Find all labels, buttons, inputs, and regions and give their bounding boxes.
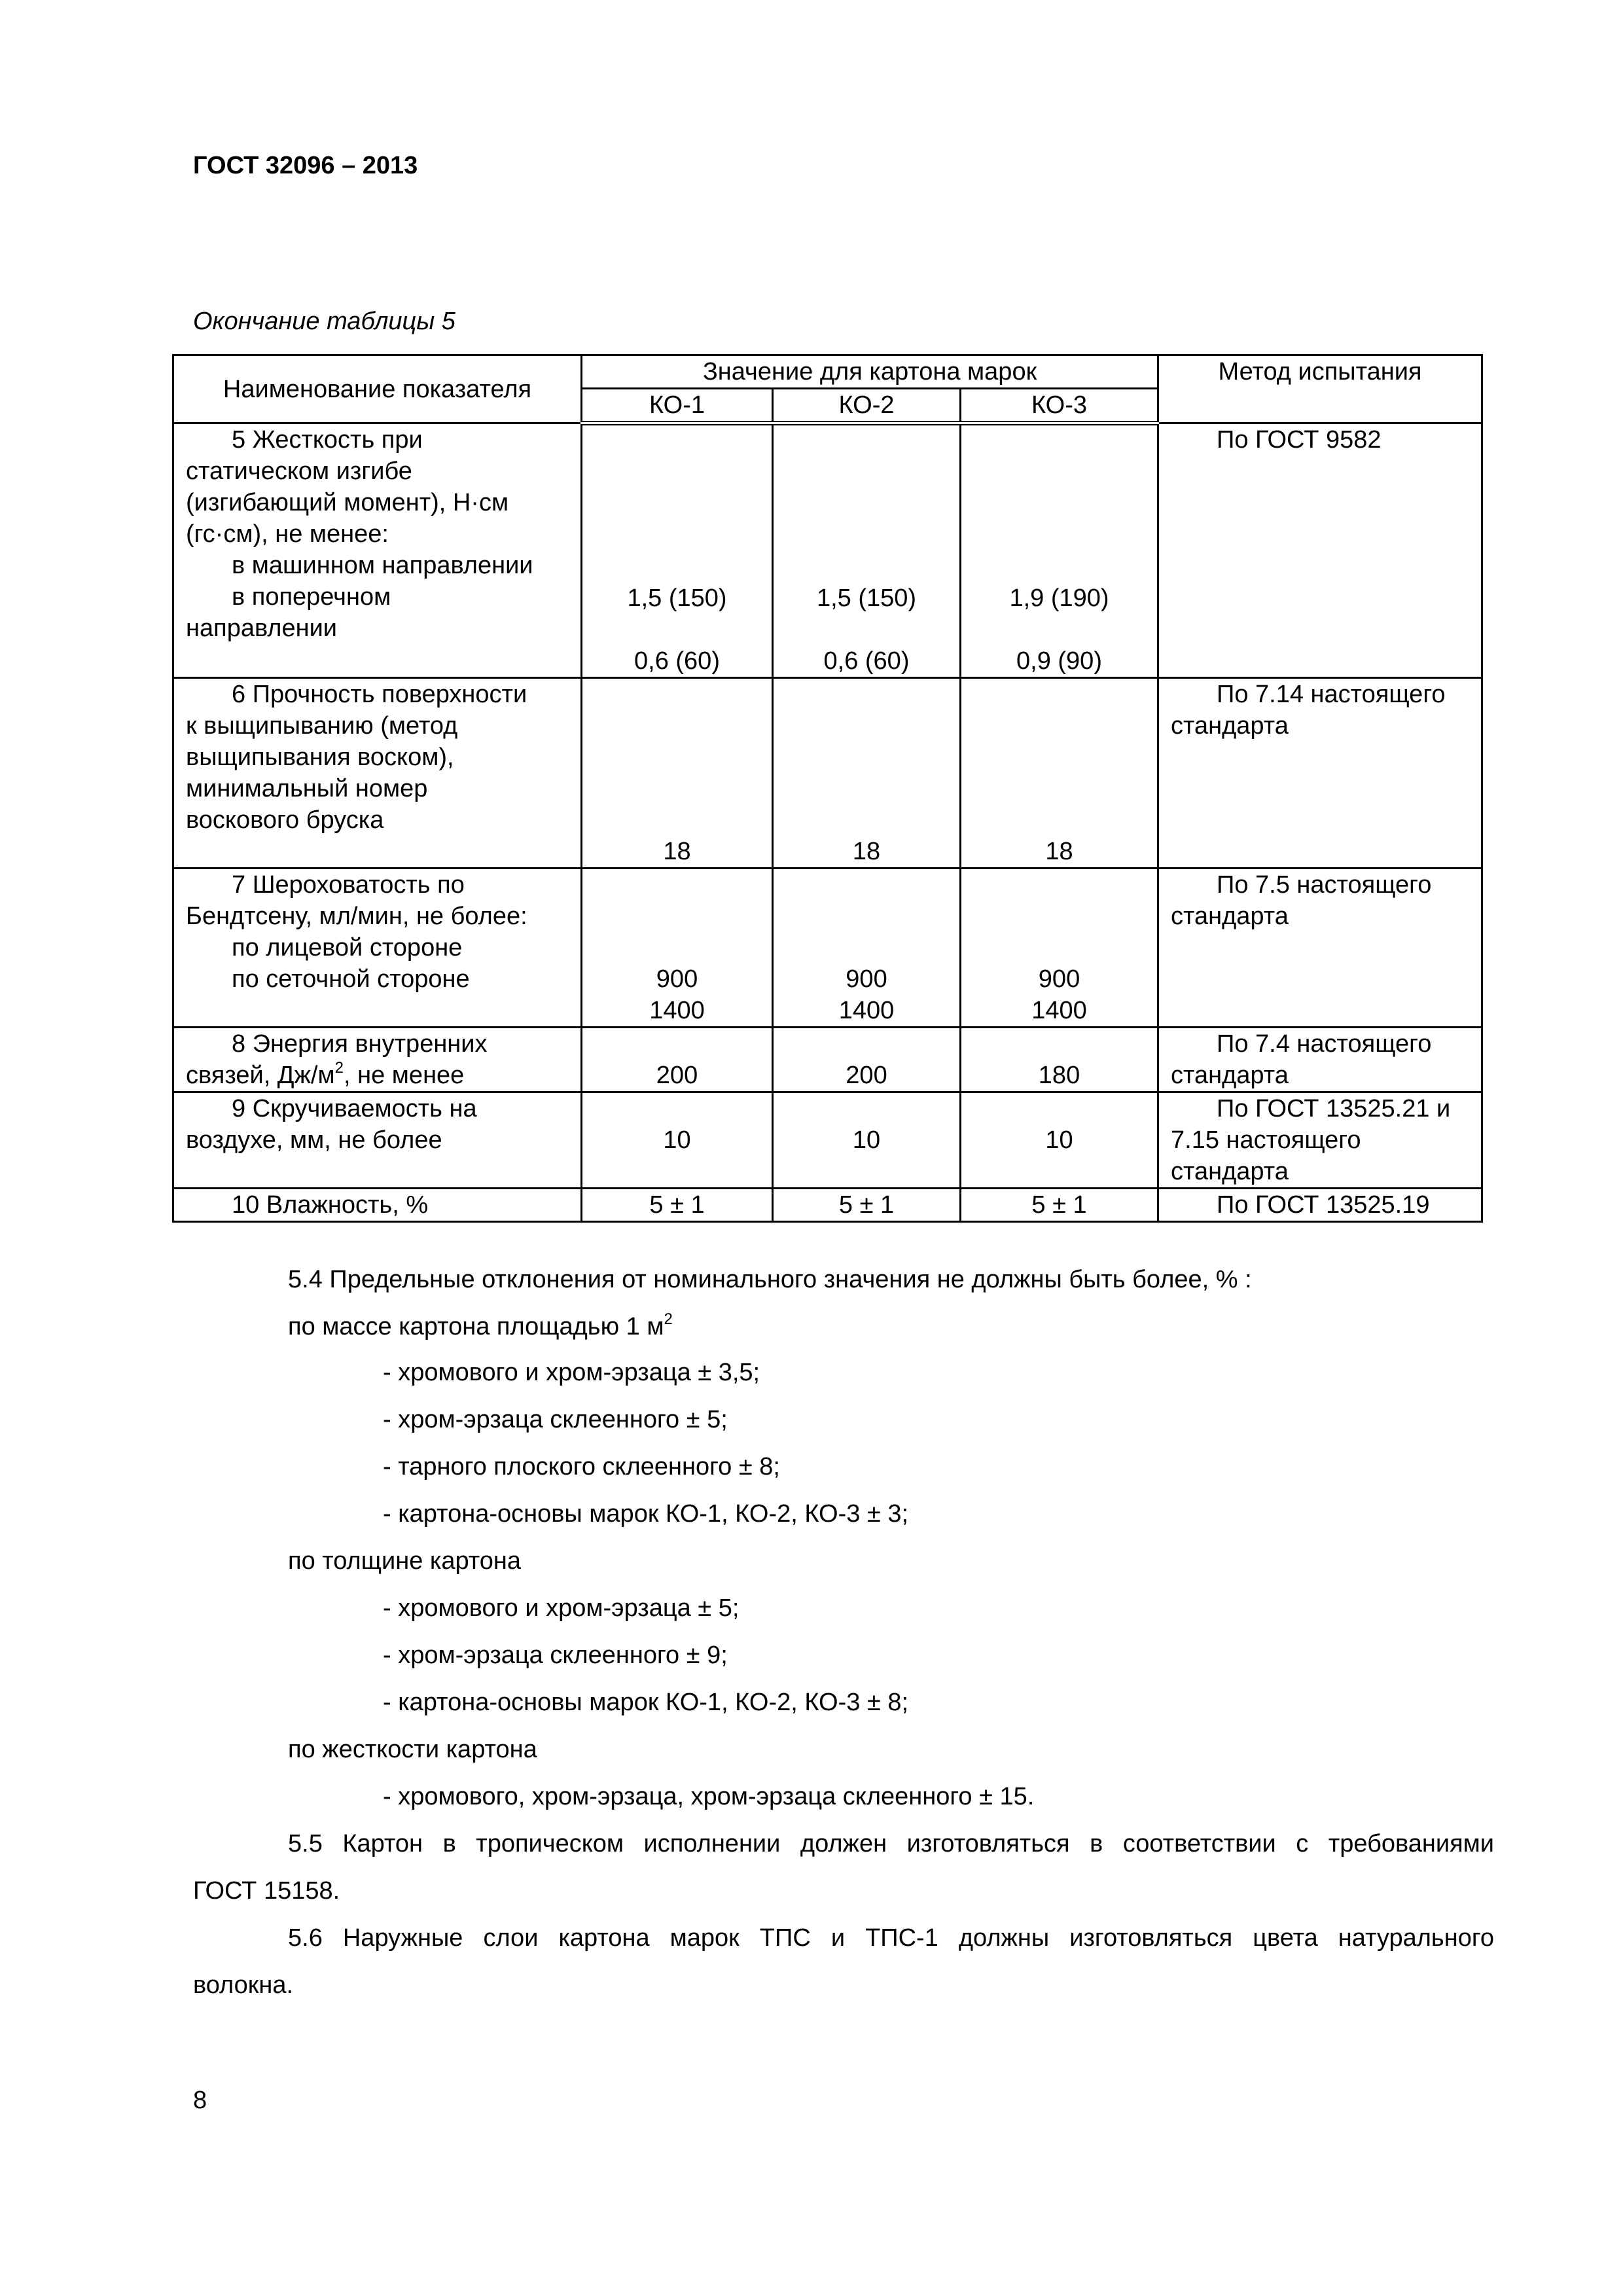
row-name-line: 9 Скручиваемость на: [232, 1095, 477, 1122]
table-row: [173, 1189, 1482, 1222]
row-name-line: (гс·см), не менее:: [186, 520, 389, 548]
table-caption: Окончание таблицы 5: [193, 308, 455, 335]
row-value: [961, 869, 1158, 1028]
row-name-line: [186, 1060, 569, 1091]
row-name-line: воздухе, мм, не более: [186, 1126, 442, 1154]
row-name-line: по сеточной стороне: [232, 965, 470, 993]
stiffness-title: по жесткости картона: [288, 1736, 537, 1763]
spacer: [785, 1093, 948, 1124]
row-name-line: в поперечном: [232, 583, 391, 611]
value-line: 10: [1045, 1126, 1073, 1154]
row-value: [961, 1028, 1158, 1092]
mass-title-text: по массе картона площадью 1 м: [288, 1313, 664, 1340]
method-line: По 7.5 настоящего: [1217, 871, 1432, 899]
value-line: 900: [1038, 965, 1080, 993]
spacer: [785, 614, 948, 645]
row-value: [773, 869, 961, 1028]
row-method: [1158, 869, 1482, 1028]
value-line: 18: [852, 838, 881, 865]
superscript: 2: [664, 1310, 673, 1329]
value-line: 1400: [649, 997, 705, 1024]
value-line: 1400: [838, 997, 895, 1024]
row-value: [773, 678, 961, 869]
spacer: [785, 425, 948, 583]
page-number: 8: [193, 2087, 207, 2114]
paragraph-5-4: 5.4 Предельные отклонения от номинального значения не должны быть более, % :: [288, 1266, 1252, 1293]
paragraph-5-6-line1: [288, 1922, 1494, 1954]
table-row: [173, 423, 1482, 678]
method-line: По 7.4 настоящего: [1217, 1030, 1432, 1058]
row-method: [1158, 1189, 1482, 1222]
spacer: [785, 679, 948, 836]
row-name: [173, 1189, 582, 1222]
spacer: [594, 1028, 760, 1060]
spacer: [973, 1093, 1145, 1124]
row-value: [961, 423, 1158, 678]
row-value: [961, 1092, 1158, 1189]
thickness-title: по толщине картона: [288, 1547, 522, 1575]
table-row: [173, 1092, 1482, 1189]
list-item: - картона-основы марок КО-1, КО-2, КО-3 ± 3;: [383, 1500, 909, 1528]
method-line: По ГОСТ 13525.21 и: [1217, 1095, 1451, 1122]
row-name: [173, 1092, 582, 1189]
row-name-line: минимальный номер: [186, 775, 428, 802]
spacer: [594, 1093, 760, 1124]
value-line: 0,6 (60): [634, 647, 720, 675]
row-name-text: , не менее: [344, 1062, 465, 1089]
row-method: [1158, 1092, 1482, 1189]
row-name-line: 6 Прочность поверхности: [232, 681, 527, 708]
paragraph-text: 5.6 Наружные слои картона марок ТПС и ТПС-1 должны изготовляться цвета натурального: [288, 1924, 1494, 1952]
method-line: По ГОСТ 13525.19: [1217, 1191, 1430, 1219]
value-line: 18: [663, 838, 691, 865]
value-line: 900: [846, 965, 887, 993]
row-name-text: связей, Дж/м: [186, 1062, 335, 1089]
document-code: ГОСТ 32096 – 2013: [193, 152, 418, 179]
row-value: [773, 423, 961, 678]
row-value: [582, 1092, 773, 1189]
row-name-line: статическом изгибе: [186, 457, 412, 485]
paragraph-5-5-line1: [288, 1828, 1494, 1859]
row-name-line: 7 Шероховатость по: [232, 871, 465, 899]
method-line: стандарта: [1171, 712, 1289, 740]
header-name: Наименование показателя: [173, 355, 582, 423]
row-value: [961, 1189, 1158, 1222]
row-name-line: (изгибающий момент), Н·см: [186, 489, 509, 516]
spacer: [785, 1028, 948, 1060]
row-value: [961, 678, 1158, 869]
paragraph-text: 5.5 Картон в тропическом исполнении должен изготовляться в соответствии с требованиями: [288, 1830, 1494, 1857]
row-name-line: к выщипыванию (метод: [186, 712, 458, 740]
paragraph-5-5-line2: ГОСТ 15158.: [193, 1877, 340, 1905]
row-method: [1158, 423, 1482, 678]
row-value: [582, 678, 773, 869]
spacer: [973, 679, 1145, 836]
spacer: [594, 614, 760, 645]
row-name: [173, 678, 582, 869]
list-item: - хромового и хром-эрзаца ± 3,5;: [383, 1359, 760, 1386]
row-name: [173, 423, 582, 678]
row-value: [582, 1028, 773, 1092]
method-line: По 7.14 настоящего: [1217, 681, 1446, 708]
row-name-line: воскового бруска: [186, 806, 384, 834]
row-value: [582, 869, 773, 1028]
row-value: [773, 1028, 961, 1092]
spacer: [973, 1028, 1145, 1060]
header-grade: КО-2: [773, 389, 961, 423]
value-line: 1,5 (150): [627, 584, 727, 612]
row-name-line: Бендтсену, мл/мин, не более:: [186, 903, 527, 930]
row-name: [173, 869, 582, 1028]
spacer: [785, 869, 948, 963]
value-line: 5 ± 1: [838, 1191, 895, 1219]
value-line: 10: [663, 1126, 691, 1154]
method-line: По ГОСТ 9582: [1217, 426, 1382, 454]
value-line: 18: [1045, 838, 1073, 865]
header-values-group: Значение для картона марок: [582, 355, 1158, 389]
value-line: 200: [846, 1062, 887, 1089]
header-grade: КО-1: [582, 389, 773, 423]
value-line: 0,6 (60): [823, 647, 910, 675]
value-line: 180: [1038, 1062, 1080, 1089]
spacer: [973, 869, 1145, 963]
row-value: [582, 1189, 773, 1222]
list-item: - хромового, хром-эрзаца, хром-эрзаца склеенного ± 15.: [383, 1783, 1035, 1810]
row-method: [1158, 1028, 1482, 1092]
value-line: 1400: [1031, 997, 1087, 1024]
row-name: [173, 1028, 582, 1092]
value-line: 1,5 (150): [816, 584, 917, 612]
row-name-line: 8 Энергия внутренних: [232, 1030, 488, 1058]
row-value: [773, 1189, 961, 1222]
row-name-line: выщипывания воском),: [186, 744, 454, 771]
row-name-line: 5 Жесткость при: [232, 426, 423, 454]
value-line: 10: [852, 1126, 881, 1154]
row-method: [1158, 678, 1482, 869]
spacer: [973, 614, 1145, 645]
method-line: стандарта: [1171, 1062, 1289, 1089]
header-grade: КО-3: [961, 389, 1158, 423]
method-line: стандарта: [1171, 903, 1289, 930]
specification-table: [172, 354, 1483, 1223]
value-line: 200: [656, 1062, 698, 1089]
superscript: 2: [334, 1059, 344, 1077]
row-name-line: в машинном направлении: [232, 552, 533, 579]
value-line: 5 ± 1: [1031, 1191, 1087, 1219]
table-row: [173, 678, 1482, 869]
row-value: [773, 1092, 961, 1189]
spacer: [594, 679, 760, 836]
list-item: - хромового и хром-эрзаца ± 5;: [383, 1594, 740, 1622]
spacer: [186, 995, 569, 1026]
method-line: 7.15 настоящего: [1171, 1126, 1361, 1154]
spacer: [594, 869, 760, 963]
paragraph-5-6-line2: волокна.: [193, 1971, 294, 1999]
list-item: - хром-эрзаца склеенного ± 5;: [383, 1406, 728, 1433]
spacer: [973, 425, 1145, 583]
row-name-line: направлении: [186, 615, 338, 642]
spacer: [594, 425, 760, 583]
list-item: - картона-основы марок КО-1, КО-2, КО-3 ± 8;: [383, 1689, 909, 1716]
list-item: - тарного плоского склеенного ± 8;: [383, 1453, 780, 1480]
table-row: [173, 869, 1482, 1028]
row-name-line: по лицевой стороне: [232, 934, 463, 961]
mass-title: [288, 1311, 673, 1342]
spacer: [186, 836, 569, 867]
value-line: 900: [656, 965, 698, 993]
table-row: [173, 1028, 1482, 1092]
row-value: [582, 423, 773, 678]
list-item: - хром-эрзаца склеенного ± 9;: [383, 1641, 728, 1669]
row-name-line: 10 Влажность, %: [232, 1191, 429, 1219]
method-line: стандарта: [1171, 1158, 1289, 1185]
header-method: Метод испытания: [1158, 355, 1482, 423]
value-line: 1,9 (190): [1009, 584, 1109, 612]
value-line: 0,9 (90): [1016, 647, 1102, 675]
value-line: 5 ± 1: [649, 1191, 705, 1219]
